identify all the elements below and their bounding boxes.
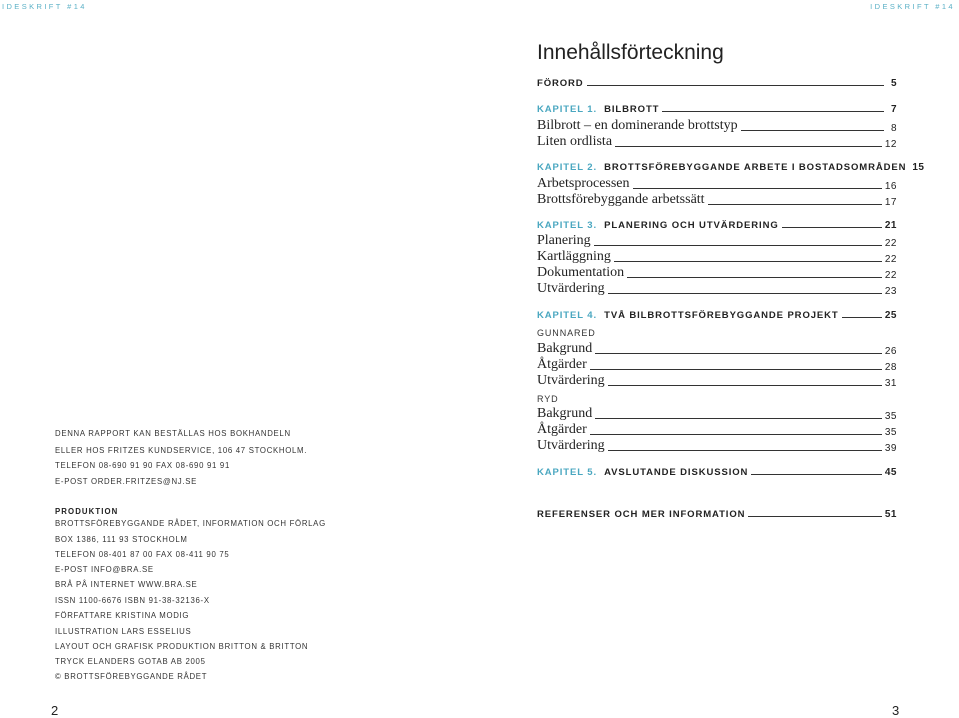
toc-entry-label: Utvärdering xyxy=(537,281,605,296)
toc-entry-kapitel-2[interactable] xyxy=(537,162,925,173)
toc-entry[interactable] xyxy=(537,249,897,265)
toc-leader xyxy=(751,474,882,475)
toc-page-number: 22 xyxy=(884,270,897,281)
page-number-left: 2 xyxy=(51,703,59,718)
toc-leader xyxy=(614,261,882,262)
toc-page-number: 45 xyxy=(884,467,897,478)
toc-entry-kapitel-3[interactable] xyxy=(537,220,897,231)
toc-chapter-number: KAPITEL 3. xyxy=(537,220,598,231)
running-header-left: IDESKRIFT #14 xyxy=(2,2,87,11)
production-line: LAYOUT OCH GRAFISK PRODUKTION BRITTON & BRITTON xyxy=(55,642,309,651)
toc-leader xyxy=(608,450,882,451)
toc-entry-label: Åtgärder xyxy=(537,422,587,437)
page-number-right: 3 xyxy=(892,703,900,718)
toc-entry-label: FÖRORD xyxy=(537,78,584,89)
toc-leader xyxy=(782,227,882,228)
toc-entry-kapitel-5[interactable] xyxy=(537,467,897,478)
toc-entry-label: Utvärdering xyxy=(537,373,605,388)
toc-entry[interactable] xyxy=(537,438,897,454)
running-header-right: IDESKRIFT #14 xyxy=(870,2,955,11)
toc-entry-label: Bakgrund xyxy=(537,341,593,356)
toc-page-number: 25 xyxy=(884,310,897,321)
toc-page-number: 7 xyxy=(890,104,897,115)
toc-entry-label: PLANERING OCH UTVÄRDERING xyxy=(604,220,779,231)
toc-leader xyxy=(615,146,882,147)
toc-leader xyxy=(608,385,882,386)
production-line: ISSN 1100-6676 ISBN 91-38-32136-X xyxy=(55,596,210,605)
production-line: TELEFON 08-401 87 00 FAX 08-411 90 75 xyxy=(55,550,230,559)
toc-page-number: 12 xyxy=(884,139,897,150)
toc-page-number: 31 xyxy=(884,378,897,389)
toc-page-number: 26 xyxy=(884,346,897,357)
toc-leader xyxy=(595,353,882,354)
toc-entry-label: Kartläggning xyxy=(537,249,611,264)
toc-page-number: 16 xyxy=(884,181,897,192)
toc-entry[interactable] xyxy=(537,357,897,373)
toc-leader xyxy=(608,293,882,294)
production-line: © BROTTSFÖREBYGGANDE RÅDET xyxy=(55,672,208,681)
toc-entry[interactable] xyxy=(537,233,897,249)
toc-entry-label: AVSLUTANDE DISKUSSION xyxy=(604,467,749,478)
toc-page-number: 8 xyxy=(890,123,897,134)
toc-page-number: 35 xyxy=(884,411,897,422)
toc-entry[interactable] xyxy=(537,118,897,134)
toc-chapter-number: KAPITEL 2. xyxy=(537,162,598,173)
production-line: FÖRFATTARE KRISTINA MODIG xyxy=(55,611,190,620)
production-heading: PRODUKTION xyxy=(55,507,119,516)
toc-leader xyxy=(594,245,882,246)
toc-entry[interactable] xyxy=(537,422,897,438)
toc-entry[interactable] xyxy=(537,176,897,192)
order-info-line: E-POST ORDER.FRITZES@NJ.SE xyxy=(55,477,198,486)
toc-entry-label: BILBROTT xyxy=(604,104,660,115)
toc-page-number: 28 xyxy=(884,362,897,373)
toc-chapter-number: KAPITEL 1. xyxy=(537,104,598,115)
order-info-line: DENNA RAPPORT KAN BESTÄLLAS HOS BOKHANDELN xyxy=(55,429,291,438)
toc-entry-label: Brottsförebyggande arbetssätt xyxy=(537,192,705,207)
toc-leader xyxy=(587,85,884,86)
toc-leader xyxy=(708,204,882,205)
toc-entry-label: Bilbrott – en dominerande brottstyp xyxy=(537,118,738,133)
toc-entry-label: TVÅ BILBROTTSFÖREBYGGANDE PROJEKT xyxy=(604,310,839,321)
toc-entry-label: Planering xyxy=(537,233,591,248)
toc-entry-kapitel-1[interactable] xyxy=(537,104,897,115)
toc-leader xyxy=(662,111,884,112)
production-line: ILLUSTRATION LARS ESSELIUS xyxy=(55,627,192,636)
toc-entry-forord[interactable] xyxy=(537,78,897,89)
toc-leader xyxy=(627,277,882,278)
toc-leader xyxy=(741,130,884,131)
toc-leader xyxy=(595,418,882,419)
toc-entry-label: REFERENSER OCH MER INFORMATION xyxy=(537,509,746,520)
toc-page-number: 23 xyxy=(884,286,897,297)
toc-entry[interactable] xyxy=(537,265,897,281)
production-line: BRÅ PÅ INTERNET WWW.BRA.SE xyxy=(55,580,198,589)
toc-leader xyxy=(590,369,882,370)
toc-entry-label: Arbetsprocessen xyxy=(537,176,630,191)
toc-chapter-number: KAPITEL 4. xyxy=(537,310,598,321)
toc-entry-label: Åtgärder xyxy=(537,357,587,372)
toc-entry[interactable] xyxy=(537,192,897,208)
toc-page-number: 5 xyxy=(890,78,897,89)
toc-page-number: 15 xyxy=(912,162,925,173)
toc-entry-label: BROTTSFÖREBYGGANDE ARBETE I BOSTADSOMRÅDEN xyxy=(604,162,907,173)
toc-entry[interactable] xyxy=(537,281,897,297)
toc-subheading-gunnared: GUNNARED xyxy=(537,328,596,338)
toc-page-number: 22 xyxy=(884,238,897,249)
toc-page-number: 39 xyxy=(884,443,897,454)
toc-entry[interactable] xyxy=(537,134,897,150)
production-line: BROTTSFÖREBYGGANDE RÅDET, INFORMATION OCH FÖRLAG xyxy=(55,519,326,528)
toc-entry[interactable] xyxy=(537,373,897,389)
toc-subheading-ryd: RYD xyxy=(537,394,559,404)
toc-entry-referenser[interactable] xyxy=(537,509,897,520)
toc-entry-kapitel-4[interactable] xyxy=(537,310,897,321)
toc-leader xyxy=(842,317,882,318)
toc-leader xyxy=(633,188,882,189)
toc-entry[interactable] xyxy=(537,406,897,422)
production-line: E-POST INFO@BRA.SE xyxy=(55,565,154,574)
order-info-line: ELLER HOS FRITZES KUNDSERVICE, 106 47 STOCKHOLM. xyxy=(55,446,308,455)
toc-chapter-number: KAPITEL 5. xyxy=(537,467,598,478)
toc-entry[interactable] xyxy=(537,341,897,357)
production-line: BOX 1386, 111 93 STOCKHOLM xyxy=(55,535,188,544)
toc-leader xyxy=(590,434,882,435)
production-line: TRYCK ELANDERS GOTAB AB 2005 xyxy=(55,657,206,666)
toc-page-number: 51 xyxy=(884,509,897,520)
toc-entry-label: Dokumentation xyxy=(537,265,625,280)
toc-title: Innehållsförteckning xyxy=(537,41,724,64)
toc-leader xyxy=(748,516,881,517)
toc-page-number: 35 xyxy=(884,427,897,438)
toc-page-number: 17 xyxy=(884,197,897,208)
order-info-line: TELEFON 08-690 91 90 FAX 08-690 91 91 xyxy=(55,461,230,470)
toc-page-number: 21 xyxy=(884,220,897,231)
toc-entry-label: Bakgrund xyxy=(537,406,593,421)
toc-page-number: 22 xyxy=(884,254,897,265)
toc-entry-label: Liten ordlista xyxy=(537,134,613,149)
toc-entry-label: Utvärdering xyxy=(537,438,605,453)
